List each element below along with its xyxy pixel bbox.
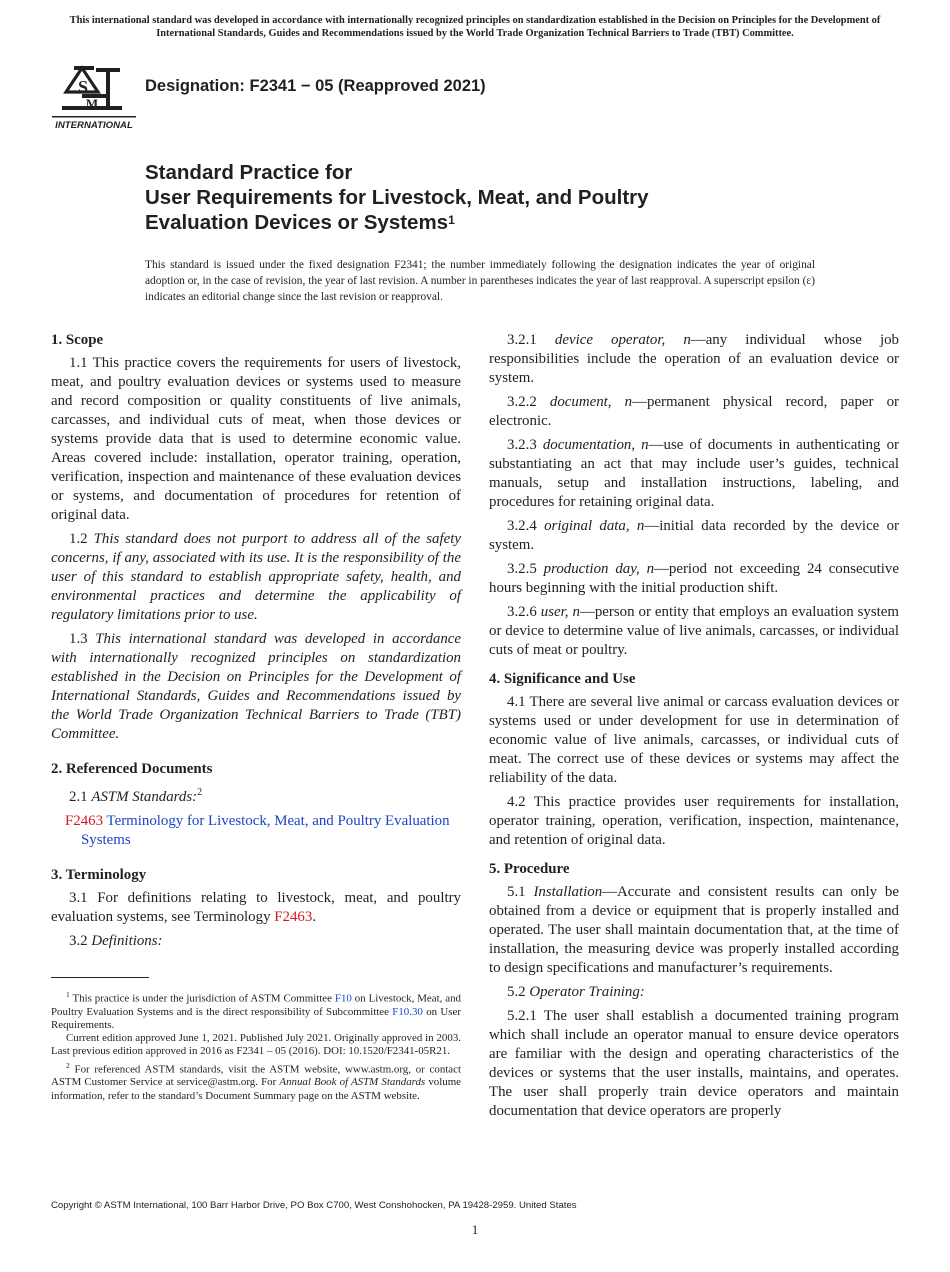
definition-number: 3.2.3 xyxy=(507,437,543,453)
definition-3-2-1 xyxy=(489,331,899,388)
copyright: Copyright © ASTM International, 100 Barr Harbor Drive, PO Box C700, West Conshohocken, PA 19428-2959. United States xyxy=(51,1200,577,1211)
definition-number: 3.2.2 xyxy=(507,394,550,410)
title-line-2: User Requirements for Livestock, Meat, and Poultry xyxy=(145,186,649,209)
paragraph-1-2-number: 1.2 xyxy=(69,531,94,547)
paragraph-1-3 xyxy=(51,630,461,744)
paragraph-5-1-term: Installation xyxy=(533,884,603,900)
title-footnote-mark: 1 xyxy=(448,213,455,227)
paragraph-5-2-1: 5.2.1 The user shall establish a documented training program which shall include an operator manual to ensure device operators are familiar with the design and operating characteristics of the devices or systems that the user installs, maintains, and operates. The user shall properly train device operators and maintain documentation that device operators are properly xyxy=(489,1008,899,1119)
definition-3-2-6 xyxy=(489,603,899,660)
section-heading-scope: 1. Scope xyxy=(51,332,104,348)
section-heading-significance-and-use: 4. Significance and Use xyxy=(489,671,636,687)
footnote-2-text-b: volume information, refer to the standard’s Document Summary page on the ASTM website. xyxy=(51,1076,461,1102)
definition-text: —use of documents in authenticating or substantiating an act that may include user’s guides, technical manuals, setup and installation instructions, labeling, and procedures for retaining original data. xyxy=(489,437,899,510)
terminology-reference-link[interactable]: F2463 xyxy=(274,908,313,925)
paragraph-5-1-text: —Accurate and consistent results can only be obtained from a device or equipment that is properly installed and operated. The user shall maintain documentation that, at the time of installation, the measuring device was properly installed according to design specifications and manufacturer’s requirements. xyxy=(489,884,899,976)
title-line-3-text: Evaluation Devices or Systems xyxy=(145,211,449,234)
reference-f2463 xyxy=(51,812,461,850)
paragraph-5-1 xyxy=(489,883,899,978)
tbt-notice: This international standard was developed in accordance with internationally recognized principles on standardization established in the Decision on Principles for the Development of International Standards, Guides and Recommendations issued by the World Trade Organization Technical Barriers to Trade (TBT) Committee. xyxy=(69,15,881,39)
paragraph-5-2-text: Operator Training: xyxy=(529,984,645,1000)
reference-title-link[interactable]: Terminology for Livestock, Meat, and Poultry Evaluation Systems xyxy=(81,812,450,848)
paragraph-3-2 xyxy=(51,932,461,951)
svg-text:M: M xyxy=(85,96,99,111)
footnote-2-mark: 2 xyxy=(66,1060,70,1070)
footnote-2-italic: Annual Book of ASTM Standards xyxy=(279,1076,426,1089)
paragraph-1-3-text: This international standard was developed in accordance with internationally recognized principles on standardization established in the Decision on Principles for the Development of International Standards, Guides and Recommendations issued by the World Trade Organization Technical Barriers to Trade (TBT) Committee. xyxy=(51,631,461,742)
title-line-1: Standard Practice for xyxy=(145,161,353,184)
definition-text: —person or entity that employs an evaluation system or device to determine value of live animals, carcasses, or individual cuts of meat or poultry. xyxy=(489,604,899,658)
paragraph-3-1-text: 3.1 For definitions relating to livestock, meat, and poultry evaluation systems, see Terminology xyxy=(51,889,461,925)
footnote-1-text-a: This practice is under the jurisdiction of ASTM Committee xyxy=(69,992,335,1005)
paragraph-1-2 xyxy=(51,530,461,625)
reference-code-link[interactable]: F2463 xyxy=(65,812,104,829)
definition-text: —period not exceeding 24 consecutive hours beginning with the initial production shift. xyxy=(489,561,899,596)
definition-3-2-4 xyxy=(489,517,899,555)
left-column xyxy=(51,331,461,956)
footnote-2-text-a: For referenced ASTM standards, visit the ASTM website, www.astm.org, or contact ASTM Customer Service at service@astm.org. For xyxy=(51,1063,461,1089)
page-number: 1 xyxy=(471,1222,479,1237)
footnote-1-text-c: on User Requirements. xyxy=(51,1005,461,1032)
svg-text:S: S xyxy=(77,77,89,97)
right-column xyxy=(489,331,899,1126)
definition-3-2-5 xyxy=(489,560,899,598)
section-heading-procedure: 5. Procedure xyxy=(489,861,570,877)
definition-number: 3.2.6 xyxy=(507,604,541,620)
definition-number: 3.2.4 xyxy=(507,518,545,534)
paragraph-1-1: 1.1 This practice covers the requirements for users of livestock, meat, and poultry evaluation devices or systems used to measure and record composition or quality constituents of live animals, carcasses, and individual cuts of meat, when those devices or systems provide data that is used to determine economic value. Areas covered include: installation, operator training, operation, verification, inspection and maintenance of these evaluation devices or systems, and documentation of procedures for retention of original data. xyxy=(51,355,461,523)
paragraph-1-3-number: 1.3 xyxy=(69,631,96,647)
footnote-1-mark: 1 xyxy=(66,990,70,999)
issuance-note: This standard is issued under the fixed designation F2341; the number immediately following the designation indicates the year of original adoption or, in the case of revision, the year of last revision. A number in parentheses indicates the year of last reapproval. A superscript epsilon (ε) indicates an editorial change since the last revision or reapproval. xyxy=(145,259,815,303)
paragraph-2-1 xyxy=(51,783,461,807)
footnote-2 xyxy=(51,1059,461,1103)
definition-3-2-3 xyxy=(489,436,899,512)
paragraph-3-1 xyxy=(51,889,461,927)
section-heading-terminology: 3. Terminology xyxy=(51,866,147,883)
definition-term: documentation, n xyxy=(542,437,649,453)
designation: Designation: F2341 − 05 (Reapproved 2021) xyxy=(145,77,486,95)
paragraph-3-1-end: . xyxy=(312,908,317,925)
paragraph-5-1-number: 5.1 xyxy=(507,884,534,900)
paragraph-3-2-text: Definitions: xyxy=(91,932,163,949)
paragraph-2-1-footnote-mark: 2 xyxy=(197,787,203,798)
definition-term: production day, n xyxy=(543,561,655,577)
footnotes xyxy=(51,988,461,1103)
committee-f10-link[interactable]: F10 xyxy=(334,992,352,1005)
paragraph-4-2: 4.2 This practice provides user requirements for installation, operator training, operation, verification, inspection, maintenance, and retention of original data. xyxy=(489,794,899,848)
paragraph-2-1-number: 2.1 xyxy=(69,788,92,805)
definition-number: 3.2.5 xyxy=(507,561,544,577)
logo-subtext: INTERNATIONAL xyxy=(55,120,133,131)
footnote-edition: Current edition approved June 1, 2021. Published July 2021. Originally approved in 2003. Last previous edition approved in 2016 as F2341 – 05 (2016). DOI: 10.1520/F2341-05R21. xyxy=(51,1032,461,1058)
definition-text: —initial data recorded by the device or system. xyxy=(489,518,899,553)
paragraph-5-2 xyxy=(489,983,899,1002)
definition-text: —permanent physical record, paper or electronic. xyxy=(489,394,900,429)
paragraph-5-2-number: 5.2 xyxy=(507,984,530,1000)
footnote-1 xyxy=(51,988,461,1032)
definition-term: user, n xyxy=(540,604,580,620)
astm-logo xyxy=(52,58,136,132)
definition-term: document, n xyxy=(549,394,633,410)
section-heading-referenced-documents: 2. Referenced Documents xyxy=(51,761,213,777)
title-line-3 xyxy=(145,210,845,235)
footnote-divider xyxy=(51,977,149,978)
subcommittee-f10-30-link[interactable]: F10.30 xyxy=(392,1005,423,1018)
paragraph-2-1-text: ASTM Standards: xyxy=(91,788,198,805)
document-title xyxy=(145,160,845,235)
paragraph-3-2-number: 3.2 xyxy=(69,932,92,949)
definition-term: original data, n xyxy=(544,518,645,534)
definition-text: —any individual whose job responsibilities include the operation of an evaluation device or system. xyxy=(489,332,899,386)
definition-number: 3.2.1 xyxy=(507,332,555,348)
definition-3-2-2 xyxy=(489,393,899,431)
paragraph-1-2-text: This standard does not purport to address all of the safety concerns, if any, associated with its use. It is the responsibility of the user of this standard to establish appropriate safety, health, and environmental practices and determine the applicability of regulatory limitations prior to use. xyxy=(51,531,461,623)
footnote-1-text-b: on Livestock, Meat, and Poultry Evaluation Systems and is the direct responsibility of Subcommittee xyxy=(51,992,461,1018)
definition-term: device operator, n xyxy=(554,332,691,348)
paragraph-4-1: 4.1 There are several live animal or carcass evaluation devices or systems used or under development for use in determination of economic value of live animals, carcasses, or individual cuts of meat. The correct use of these devices or systems may affect the reliability of the data. xyxy=(489,694,899,786)
